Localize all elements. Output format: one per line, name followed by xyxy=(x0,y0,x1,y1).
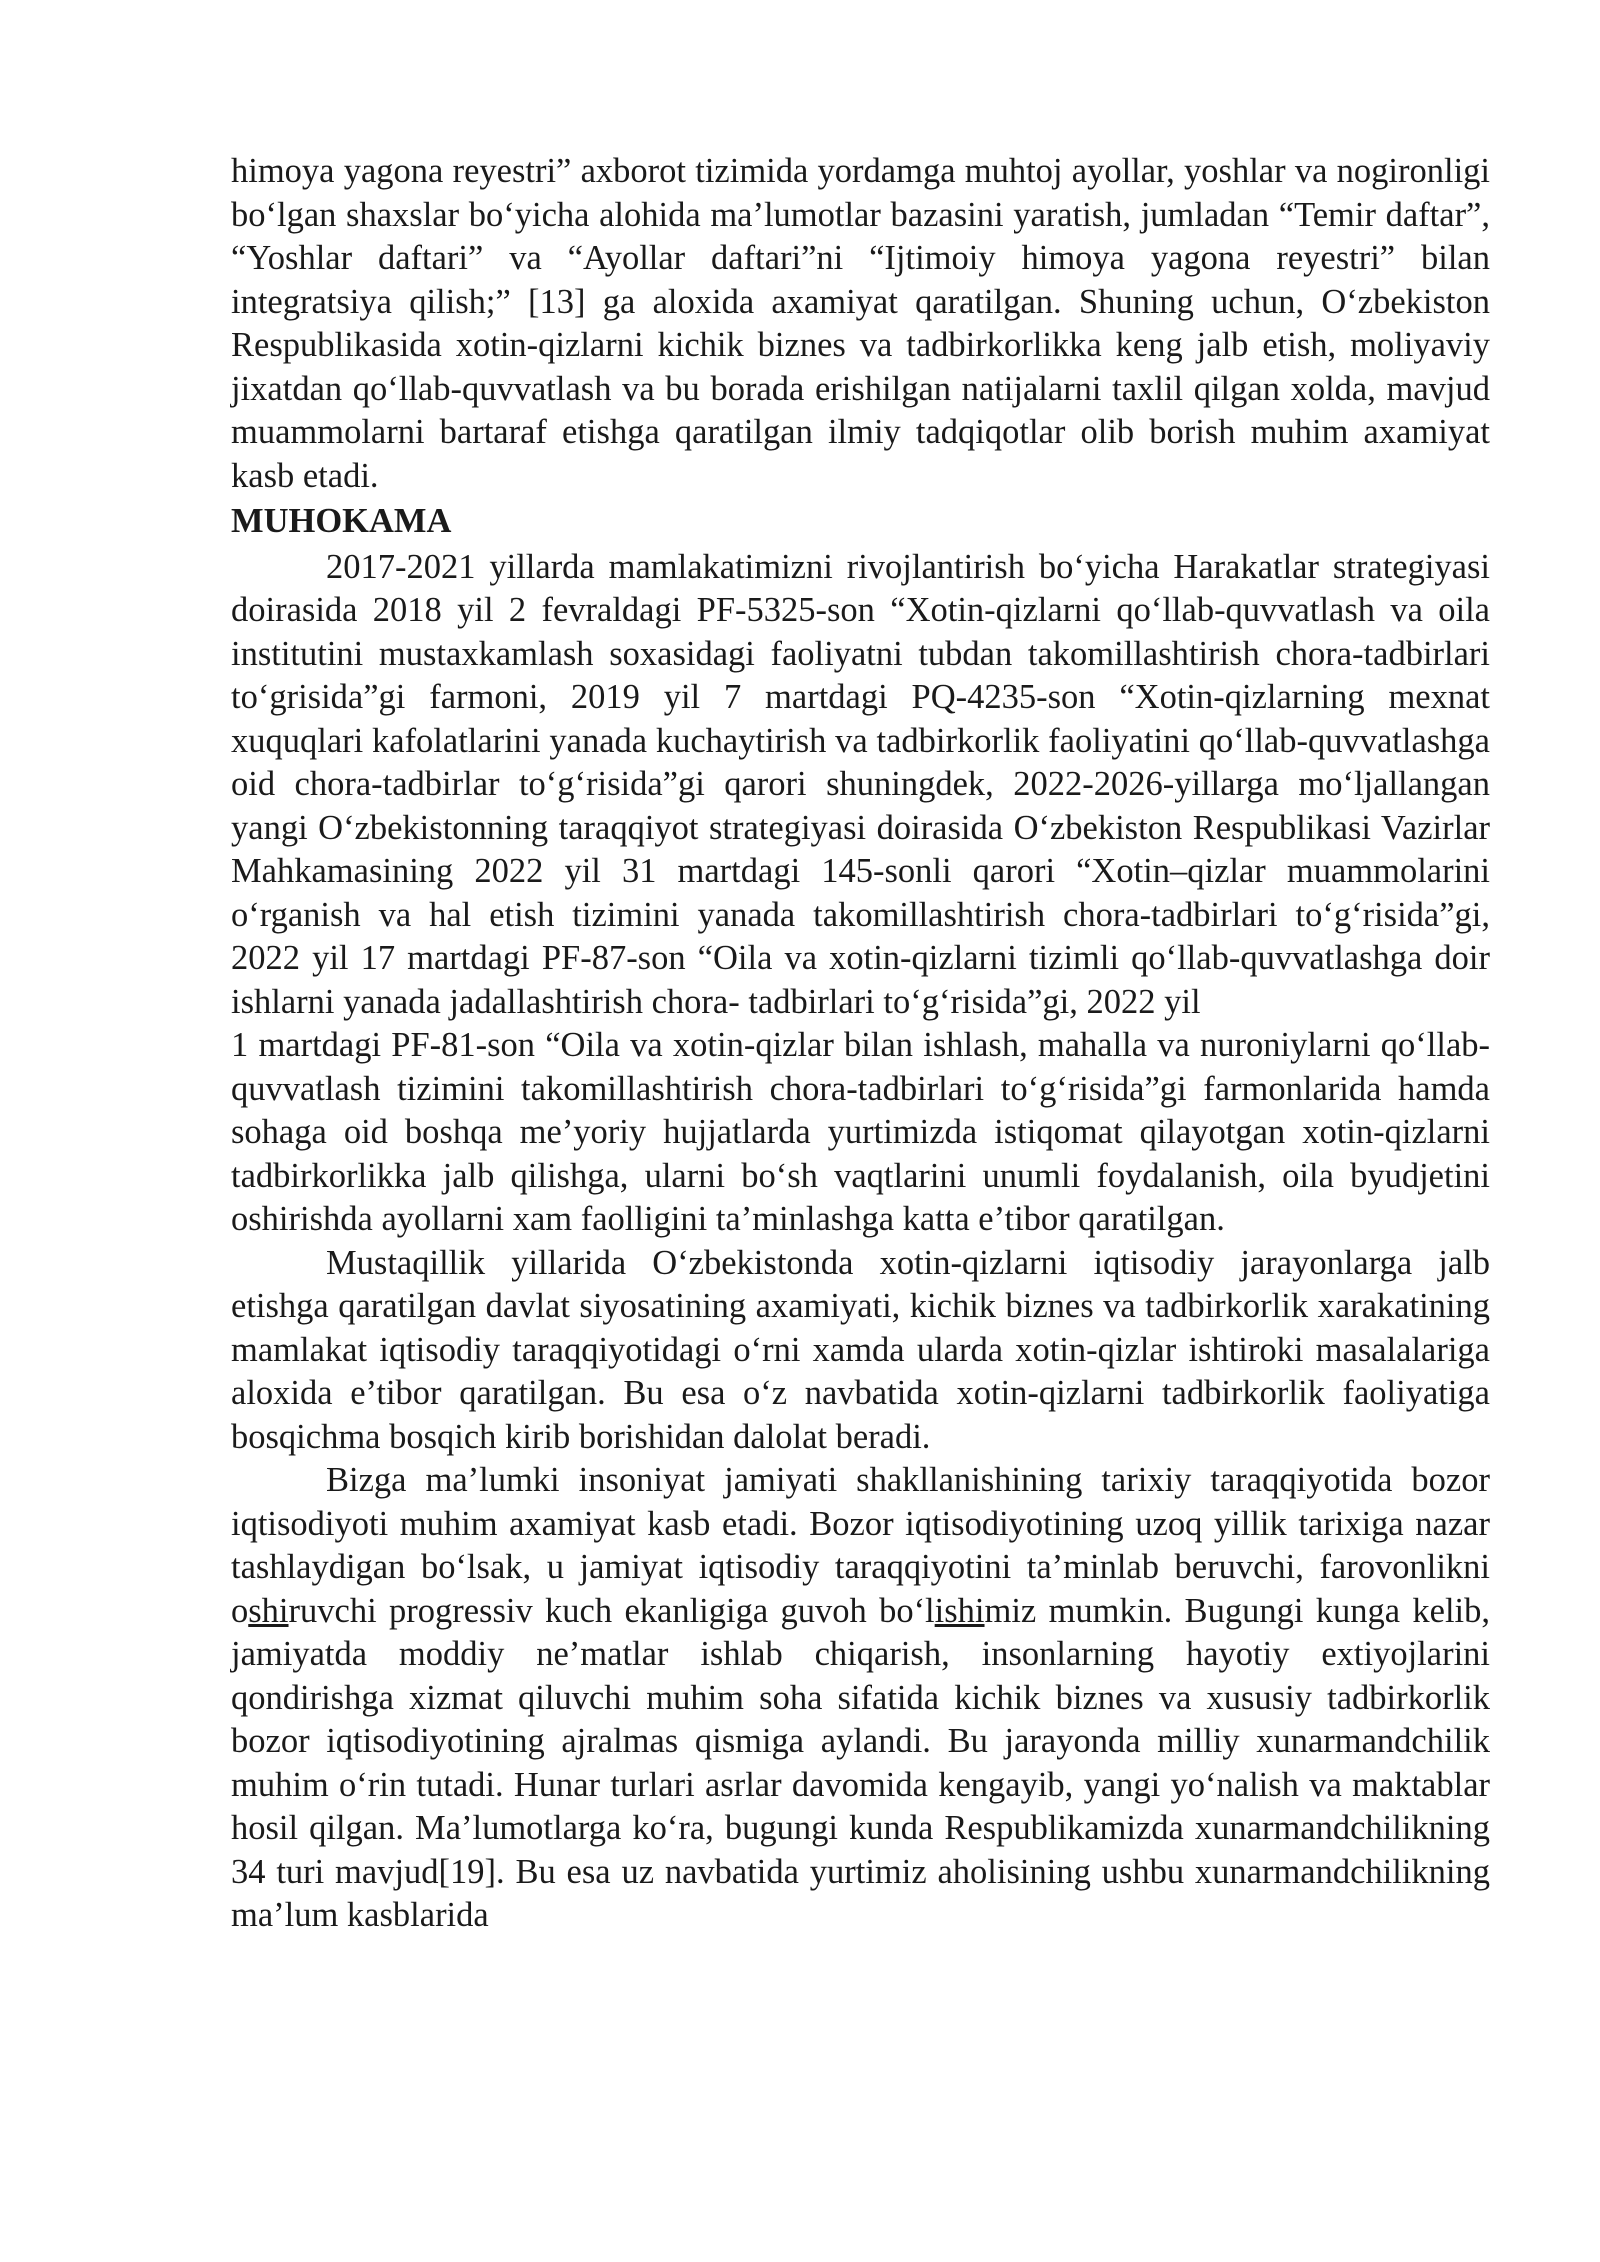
paragraph-intro: himoya yagona reyestri” axborot tizimida yordamga muhtoj ayollar, yoshlar va nogironligi bo‘lgan shaxslar bo‘yicha alohida ma’lumotlar bazasini yaratish, jumladan “Temir daftar”, “Yoshlar daftari” va “Ayollar daftari”ni “Ijtimoiy himoya yagona reyestri” bilan integratsiya qilish;” [13] ga aloxida axamiyat qaratilgan. Shuning uchun, O‘zbekiston Respublikasida xotin-qizlarni kichik biznes va tadbirkorlikka keng jalb etish, moliyaviy jixatdan qo‘llab-quvvatlash va bu borada erishilgan natijalarni taxlil qilgan xolda, mavjud muammolarni bartaraf etishga qaratilgan ilmiy tadqiqotlar olib borish muhim axamiyat kasb etadi. xyxy=(231,152,1490,495)
paragraph-independence: Mustaqillik yillarida O‘zbekistonda xotin-qizlarni iqtisodiy jarayonlarga jalb etishga qaratilgan davlat siyosatining axamiyati, kichik biznes va tadbirkorlik xarakatining mamlakat iqtisodiy taraqqiyotidagi o‘rni xamda ularda xotin-qizlar ishtiroki masalalariga aloxida e’tibor qaratilgan. Bu esa o‘z navbatida xotin-qizlarni tadbirkorlik faoliyatiga bosqichma bosqich kirib borishidan dalolat beradi. xyxy=(231,1243,1490,1456)
underlined-fragment: ishi xyxy=(934,1591,985,1630)
paragraph-market-text-c: miz mumkin. Bugungi kunga kelib, jamiyatda moddiy ne’matlar ishlab chiqarish, insonlarning hayotiy extiyojlarini qondirishga xizmat qiluvchi muhim soha sifatida kichik biznes va xususiy tadbirkorlik bozor iqtisodiyotining ajralmas qismiga aylandi. Bu jarayonda milliy xunarmandchilik muhim o‘rin tutadi. Hunar turlari asrlar davomida kengayib, yangi yo‘nalish va maktablar hosil qilgan. Ma’lumotlarga ko‘ra, bugungi kunda Respublikamizda xunarmandchilikning 34 turi mavjud[19]. Bu esa uz navbatida yurtimiz aholisining ushbu xunarmandchilikning ma’lum kasblarida xyxy=(231,1591,1490,1934)
document-body xyxy=(231,150,1490,1938)
section-heading: MUHOKAMA xyxy=(231,502,452,540)
underlined-fragment: shi xyxy=(248,1591,289,1630)
paragraph-market-text-a: Bizga ma’lumki insoniyat jamiyati shakllanishining tarixiy taraqqiyotida bozor iqtisodiyoti muhim axamiyat kasb etadi. Bozor iqtisodiyotining uzoq yillik tarixiga nazar tashlaydigan bo‘lsak, u jamiyat iqtisodiy taraqqiyotini ta’minlab beruvchi, farovonlikni o xyxy=(231,1461,1490,1630)
paragraph-market-text-b: ruvchi progressiv kuch ekanligiga guvoh bo‘l xyxy=(288,1591,935,1630)
paragraph-legal-acts-continued: 1 martdagi PF-81-son “Oila va xotin-qizlar bilan ishlash, mahalla va nuroniylarni qo‘llab-quvvatlash tizimini takomillashtirish chora-tadbirlari to‘g‘risida”gi farmonlarida hamda sohaga oid boshqa me’yoriy hujjatlarda yurtimizda istiqomat qilayotgan xotin-qizlarni tadbirkorlikka jalb qilishga, ularni bo‘sh vaqtlarini unumli foydalanish, oila byudjetini oshirishda ayollarni xam faolligini ta’minlashga katta e’tibor qaratilgan. xyxy=(231,1026,1490,1238)
paragraph-market-economy xyxy=(231,1459,1490,1938)
paragraph-legal-acts: 2017-2021 yillarda mamlakatimizni rivojlantirish bo‘yicha Harakatlar strategiyasi doirasida 2018 yil 2 fevraldagi PF-5325-son “Xotin-qizlarni qo‘llab-quvvatlash va oila institutini mustaxkamlash soxasidagi faoliyatni tubdan takomillashtirish chora-tadbirlari to‘grisida”gi farmoni, 2019 yil 7 martdagi PQ-4235-son “Xotin-qizlarning mexnat xuquqlari kafolatlarini yanada kuchaytirish va tadbirkorlik faoliyatini qo‘llab-quvvatlashga oid chora-tadbirlar to‘g‘risida”gi qarori shuningdek, 2022-2026-yillarga mo‘ljallangan yangi O‘zbekistonning taraqqiyot strategiyasi doirasida O‘zbekiston Respublikasi Vazirlar Mahkamasining 2022 yil 31 martdagi 145-sonli qarori “Xotin–qizlar muammolarini o‘rganish va hal etish tizimini yanada takomillashtirish chora-tadbirlari to‘g‘risida”gi, 2022 yil 17 martdagi PF-87-son “Oila va xotin-qizlarni tizimli qo‘llab-quvvatlashga doir ishlarni yanada jadallashtirish chora- tadbirlari to‘g‘risida”gi, 2022 yil xyxy=(231,547,1490,1021)
